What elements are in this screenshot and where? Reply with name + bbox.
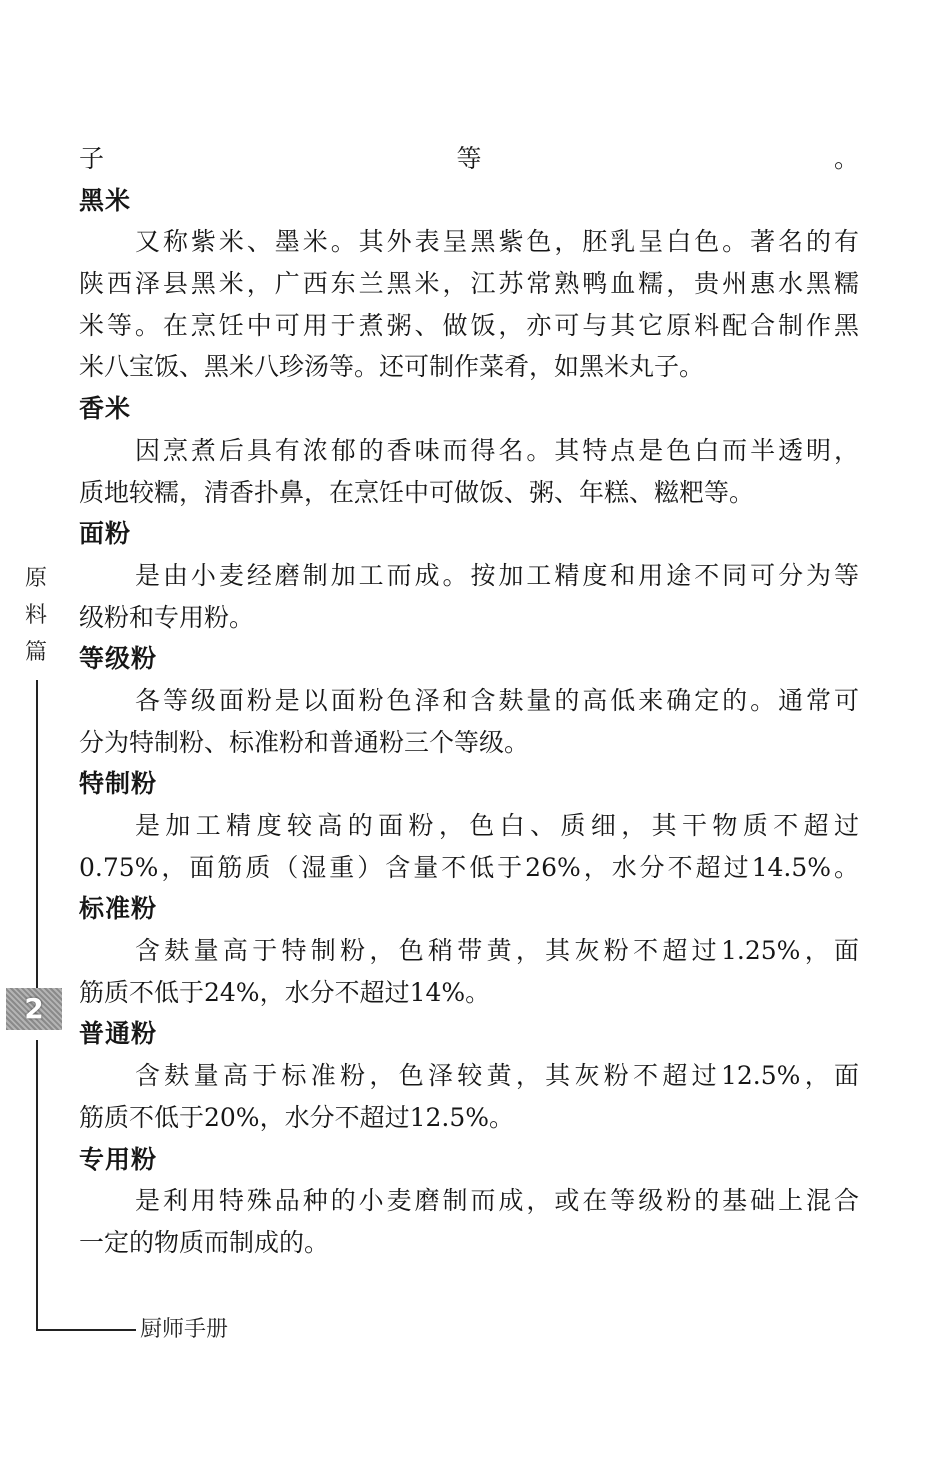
text-line: 质地较糯，清香扑鼻，在烹饪中可做饭、粥、年糕、糍粑等。: [79, 477, 755, 507]
page-body: [79, 138, 859, 1264]
text-line: 米等。在烹饪中可用于煮粥、做饭，亦可与其它原料配合制作黑: [79, 310, 859, 340]
text-line: 含麸量高于特制粉，色稍带黄，其灰粉不超过1.25%，面: [135, 936, 859, 966]
section-heading-flour: 面粉: [79, 519, 132, 549]
text-line: 0.75%，面筋质（湿重）含量不低于26%，水分不超过14.5%。: [79, 852, 859, 882]
text-line: 是加工精度较高的面粉，色白、质细，其干物质不超过: [135, 811, 859, 840]
text-line: 分为特制粉、标准粉和普通粉三个等级。: [79, 727, 530, 757]
text-line: 各等级面粉是以面粉色泽和含麸量的高低来确定的。通常可: [135, 685, 859, 715]
text-line: 因烹煮后具有浓郁的香味而得名。其特点是色白而半透明，: [135, 435, 859, 465]
margin-rule-upper: [36, 680, 38, 990]
footer-rule: [36, 1329, 136, 1331]
section-heading-fragrant-rice: 香米: [79, 394, 132, 424]
text-line: 筋质不低于24%，水分不超过14%。: [79, 977, 491, 1007]
section-heading-special-purpose-flour: 专用粉: [79, 1144, 158, 1174]
section-heading-standard-flour: 标准粉: [79, 894, 158, 924]
text-line: 陕西泽县黑米，广西东兰黑米，江苏常熟鸭血糯，贵州惠水黑糯: [79, 269, 859, 299]
text-line: 级粉和专用粉。: [79, 602, 255, 632]
text-line: 筋质不低于20%，水分不超过12.5%。: [79, 1102, 514, 1132]
section-heading-ordinary-flour: 普通粉: [79, 1019, 158, 1049]
text-line: 米八宝饭、黑米八珍汤等。还可制作菜肴，如黑米丸子。: [79, 352, 705, 382]
section-heading-special-grade-flour: 特制粉: [79, 769, 158, 799]
text-line: 是由小麦经磨制加工而成。按加工精度和用途不同可分为等: [135, 560, 859, 590]
section-heading-graded-flour: 等级粉: [79, 644, 158, 674]
book-title-footer: 厨师手册: [140, 1317, 229, 1342]
text-line: 子等。: [79, 144, 859, 173]
text-line: 含麸量高于标准粉，色泽较黄，其灰粉不超过12.5%，面: [135, 1061, 859, 1091]
text-line: 一定的物质而制成的。: [79, 1227, 330, 1257]
page-number-badge: 2: [6, 988, 62, 1030]
section-heading-black-rice: 黑米: [79, 185, 132, 215]
text-line: 又称紫米、墨米。其外表呈黑紫色，胚乳呈白色。著名的有: [135, 227, 859, 257]
section-side-label: [22, 560, 50, 671]
margin-rule-lower: [36, 1040, 38, 1330]
side-label-text: 原料篇: [25, 566, 48, 665]
text-line: 是利用特殊品种的小麦磨制而成，或在等级粉的基础上混合: [135, 1186, 859, 1216]
